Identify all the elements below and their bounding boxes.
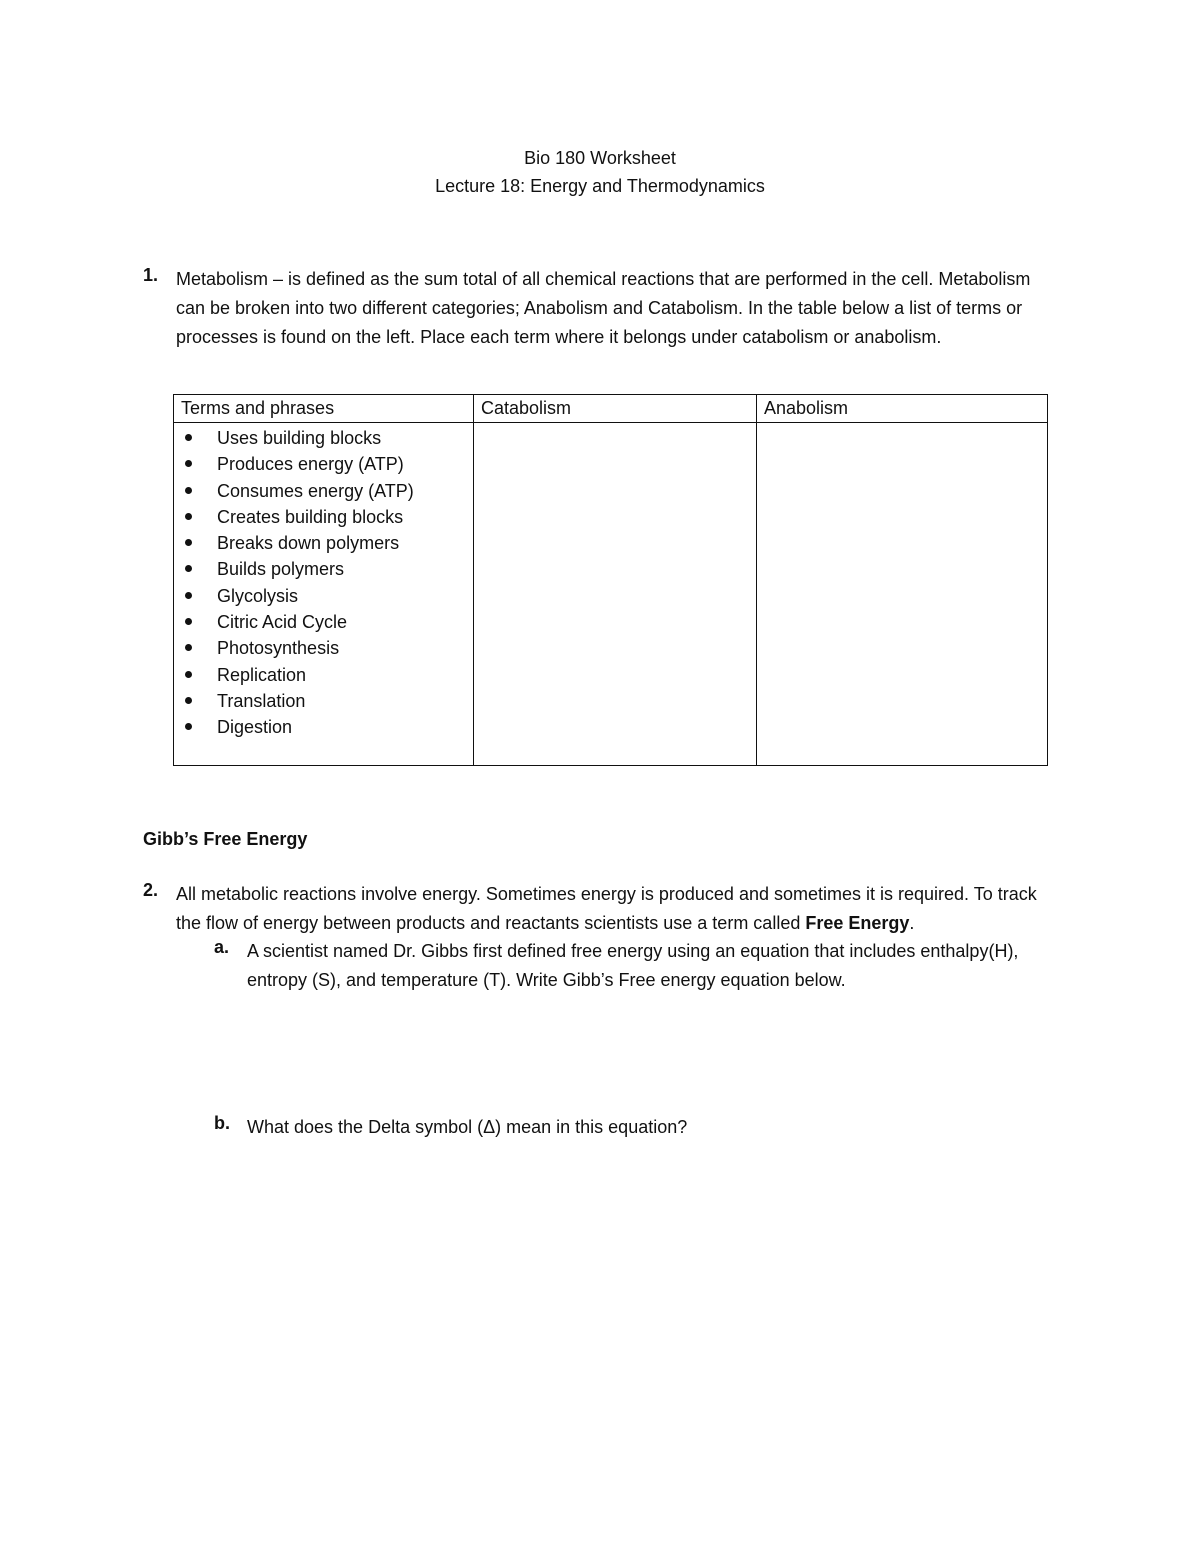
list-item: Uses building blocks [174,425,473,451]
bullet-icon [185,592,192,599]
course-title: Bio 180 Worksheet [524,148,676,168]
list-item: Consumes energy (ATP) [174,478,473,504]
question-text: Metabolism – is defined as the sum total of all chemical reactions that are performed in the cell. Metabolism can be broken into two different categories; Anabolism and Catabolism. In the table below a list of terms or processes is found on the left. Place each term where it belongs under catabolism or anabolism. [176,269,1031,347]
question-number: 1. [143,265,159,285]
bullet-icon [185,513,192,520]
list-item: Produces energy (ATP) [174,451,473,477]
list-item: Replication [174,662,473,688]
list-item: Breaks down polymers [174,530,473,556]
metabolism-table [173,394,1048,766]
terms-cell [174,423,474,766]
list-item: Creates building blocks [174,504,473,530]
bullet-icon [185,723,192,730]
bullet-icon [185,434,192,441]
sub-question-label: b. [214,1113,230,1133]
section-heading: Gibb’s Free Energy [143,829,308,849]
question-text: All metabolic reactions involve energy. Sometimes energy is produced and sometimes it is required. To track the flow of energy between products and reactants scientists use a term called Free Energy. [176,884,1037,933]
header-catabolism: Catabolism [474,395,757,423]
list-item: Citric Acid Cycle [174,609,473,635]
question-2a [214,937,1064,995]
catabolism-answer-cell[interactable] [474,423,757,766]
bullet-icon [185,618,192,625]
bullet-icon [185,565,192,572]
terms-list [174,425,473,741]
table-header-row [174,395,1048,423]
sub-question-label: a. [214,937,230,957]
free-energy-term: Free Energy [805,913,910,933]
list-item: Digestion [174,714,473,740]
header-terms: Terms and phrases [174,395,474,423]
list-item: Glycolysis [174,583,473,609]
lecture-title: Lecture 18: Energy and Thermodynamics [435,176,765,196]
sub-question-text: What does the Delta symbol (Δ) mean in this equation? [247,1117,688,1137]
question-2b [214,1113,1064,1142]
list-item: Translation [174,688,473,714]
bullet-icon [185,671,192,678]
bullet-icon [185,460,192,467]
worksheet-header [0,144,1200,200]
bullet-icon [185,644,192,651]
bullet-icon [185,487,192,494]
table-row [174,423,1048,766]
question-2 [143,880,1063,938]
bullet-icon [185,697,192,704]
question-number: 2. [143,880,159,900]
list-item: Photosynthesis [174,635,473,661]
anabolism-answer-cell[interactable] [757,423,1048,766]
list-item: Builds polymers [174,556,473,582]
sub-question-text: A scientist named Dr. Gibbs first defined free energy using an equation that includes enthalpy(H), entropy (S), and temperature (T). Write Gibb’s Free energy equation below. [247,941,1019,990]
bullet-icon [185,539,192,546]
question-1 [143,265,1063,352]
header-anabolism: Anabolism [757,395,1048,423]
